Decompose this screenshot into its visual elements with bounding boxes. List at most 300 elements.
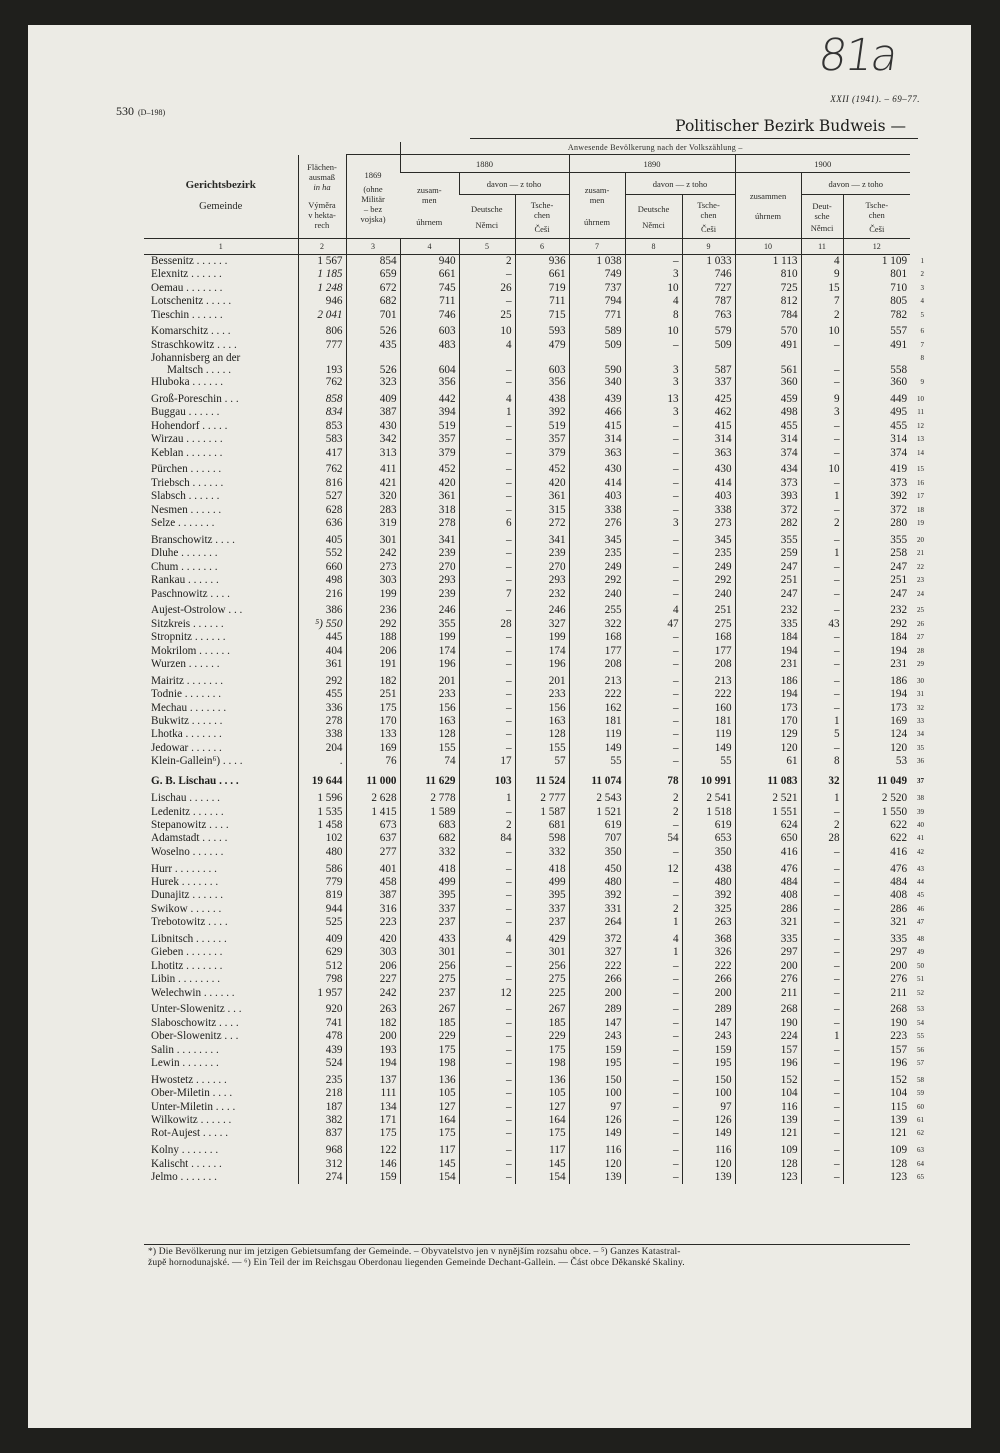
cell-z1880: 246: [400, 604, 459, 617]
cell-c1880: 327: [515, 618, 569, 631]
cell-z1900: 373: [735, 477, 801, 490]
cell-area: 235: [298, 1074, 346, 1087]
municipality-name: Stepanowitz . . . .: [151, 818, 229, 831]
cell-y1869: 323: [346, 376, 400, 389]
cell-area: 1 567: [298, 255, 346, 269]
table-row: [144, 658, 910, 671]
cell-z1890: 327: [569, 946, 625, 959]
cell-c1900: 258 21: [843, 547, 910, 560]
cell-z1880: 711: [400, 295, 459, 308]
cell-c1900: 1 109 1: [843, 255, 910, 269]
cell-y1869: 1 415: [346, 806, 400, 819]
cell-c1880: 199: [515, 631, 569, 644]
table-row: [144, 1003, 910, 1016]
cell-z1880: 337: [400, 903, 459, 916]
cell-z1890: 480: [569, 876, 625, 889]
cell-area: 762: [298, 376, 346, 389]
table-row: [144, 755, 910, 768]
cell-c1900: 139 61: [843, 1114, 910, 1127]
cell-c1900: 292 26: [843, 618, 910, 631]
cell-c1890: 195: [682, 1057, 735, 1070]
cell-area: 445: [298, 631, 346, 644]
cell-c1880: 164: [515, 1114, 569, 1127]
cell-y1869: 159: [346, 1171, 400, 1184]
cell-d1880: –: [459, 688, 515, 701]
cell-y1869: 169: [346, 742, 400, 755]
cell-z1880: 661: [400, 268, 459, 281]
row-number: 62: [917, 1129, 925, 1138]
row-number: 27: [917, 633, 925, 642]
table-row: [144, 352, 910, 376]
cell-z1880: 199: [400, 631, 459, 644]
municipality-name: Dunajitz . . . . . .: [151, 889, 224, 902]
volume-reference: XXII (1941). – 69–77.: [830, 94, 920, 104]
cell-d1880: –: [459, 916, 515, 929]
row-number: 47: [917, 918, 925, 927]
cell-area: 779: [298, 876, 346, 889]
cell-z1880: 452: [400, 463, 459, 476]
cell-z1900: 335: [735, 618, 801, 631]
cell-d1890: 1: [625, 916, 682, 929]
cell-d1890: 1: [625, 946, 682, 959]
cell-z1880: 256: [400, 960, 459, 973]
cell-c1880: 201: [515, 675, 569, 688]
cell-c1900: 374 14: [843, 447, 910, 460]
cell-d1880: –: [459, 1087, 515, 1100]
cell-c1880: 332: [515, 846, 569, 859]
cell-c1890: 363: [682, 447, 735, 460]
cell-d1900: –: [801, 561, 843, 574]
cell-d1890: –: [625, 588, 682, 601]
row-number: 65: [917, 1173, 925, 1182]
municipality-name: Paschnowitz . . . .: [151, 587, 230, 600]
cell-area: 187: [298, 1101, 346, 1114]
cell-d1900: –: [801, 1127, 843, 1140]
municipality-name: Aujest-Ostrolow . . .: [151, 604, 243, 617]
cell-d1880: 4: [459, 933, 515, 946]
cell-c1890: 787: [682, 295, 735, 308]
table-row: [144, 393, 910, 406]
cell-z1890: 392: [569, 889, 625, 902]
cell-c1890: 100: [682, 1087, 735, 1100]
cell-z1880: 683: [400, 819, 459, 832]
cell-d1890: –: [625, 561, 682, 574]
header-tschechen-1900: Tsche- chen Češi: [843, 195, 910, 239]
header-1880: 1880: [400, 155, 569, 173]
cell-area: 338: [298, 728, 346, 741]
cell-c1890: 345: [682, 534, 735, 547]
table-row: [144, 916, 910, 929]
cell-z1890: 403: [569, 490, 625, 503]
column-number: 8: [625, 239, 682, 255]
cell-y1869: 171: [346, 1114, 400, 1127]
cell-y1869: 133: [346, 728, 400, 741]
cell-d1900: –: [801, 1114, 843, 1127]
row-number: 49: [917, 948, 925, 957]
cell-d1900: –: [801, 863, 843, 876]
header-flaeche: Flächen- ausmaß in ha Výměra v hekta- rech: [298, 155, 346, 239]
cell-area: 777: [298, 339, 346, 352]
row-number: 41: [917, 834, 925, 843]
cell-z1890: 589: [569, 325, 625, 338]
cell-z1880: 433: [400, 933, 459, 946]
cell-y1869: 303: [346, 574, 400, 587]
table-row: [144, 1087, 910, 1100]
cell-c1880: 681: [515, 819, 569, 832]
cell-area: 762: [298, 463, 346, 476]
row-number: 22: [917, 562, 925, 571]
cell-d1880: –: [459, 728, 515, 741]
cell-z1900: 224: [735, 1030, 801, 1043]
row-number: 61: [917, 1116, 925, 1125]
municipality-name: Unter-Miletin . . . .: [151, 1100, 236, 1113]
cell-c1890: 222: [682, 960, 735, 973]
cell-c1900: 169 33: [843, 715, 910, 728]
cell-c1890: 273: [682, 517, 735, 530]
column-number: 10: [735, 239, 801, 255]
cell-z1890: 314: [569, 433, 625, 446]
cell-d1890: 3: [625, 376, 682, 389]
cell-z1900: 1 551: [735, 806, 801, 819]
cell-c1880: 233: [515, 688, 569, 701]
cell-z1880: 341: [400, 534, 459, 547]
cell-d1890: 3: [625, 517, 682, 530]
table-row: [144, 1057, 910, 1070]
cell-area: 858: [298, 393, 346, 406]
cell-c1890: 392: [682, 889, 735, 902]
row-number: 30: [917, 676, 925, 685]
cell-y1869: 659: [346, 268, 400, 281]
cell-d1900: –: [801, 534, 843, 547]
cell-c1900: 194 31: [843, 688, 910, 701]
cell-c1890: 1 033: [682, 255, 735, 269]
cell-d1890: –: [625, 339, 682, 352]
cell-d1880: –: [459, 447, 515, 460]
table-row: [144, 618, 910, 631]
cell-area: 409: [298, 933, 346, 946]
cell-y1869: 206: [346, 645, 400, 658]
cell-z1890: 139: [569, 1171, 625, 1184]
cell-z1880: 519: [400, 420, 459, 433]
cell-c1880: 270: [515, 561, 569, 574]
cell-z1890: 264: [569, 916, 625, 929]
cell-c1890: 222: [682, 688, 735, 701]
cell-d1890: –: [625, 876, 682, 889]
cell-z1880: 2 778: [400, 792, 459, 805]
cell-c1880: 395: [515, 889, 569, 902]
row-number: 36: [917, 757, 925, 766]
cell-z1900: 321: [735, 916, 801, 929]
cell-z1890: 149: [569, 742, 625, 755]
cell-c1890: 338: [682, 504, 735, 517]
cell-c1900: 392 17: [843, 490, 910, 503]
cell-y1869: 137: [346, 1074, 400, 1087]
cell-c1900: 321 47: [843, 916, 910, 929]
cell-z1890: 147: [569, 1017, 625, 1030]
cell-z1890: 509: [569, 339, 625, 352]
row-number: 63: [917, 1146, 925, 1155]
cell-area: 1 535: [298, 806, 346, 819]
cell-z1880: 301: [400, 946, 459, 959]
cell-z1880: 746: [400, 309, 459, 322]
header-davon-1900: davon — z toho: [801, 173, 910, 195]
municipality-name: Unter-Slowenitz . . .: [151, 1003, 242, 1016]
row-number: 15: [917, 465, 925, 474]
row-number: 55: [917, 1032, 925, 1041]
cell-c1900: 355 20: [843, 534, 910, 547]
table-row: [144, 889, 910, 902]
cell-z1890: 126: [569, 1114, 625, 1127]
cell-d1890: –: [625, 675, 682, 688]
cell-d1880: 25: [459, 309, 515, 322]
cell-c1880: 117: [515, 1144, 569, 1157]
cell-d1890: –: [625, 755, 682, 768]
cell-z1890: 345: [569, 534, 625, 547]
cell-c1900: 109 63: [843, 1144, 910, 1157]
cell-z1880: 394: [400, 406, 459, 419]
cell-z1880: 332: [400, 846, 459, 859]
cell-c1900: 123 65: [843, 1171, 910, 1184]
cell-y1869: 242: [346, 547, 400, 560]
page-title: Politischer Bezirk Budweis —: [675, 117, 906, 135]
cell-c1880: 175: [515, 1044, 569, 1057]
cell-area: 19 644: [298, 775, 346, 788]
cell-c1890: 235: [682, 547, 735, 560]
cell-c1880: 519: [515, 420, 569, 433]
municipality-name: Jedowar . . . . . .: [151, 741, 222, 754]
column-number: 6: [515, 239, 569, 255]
cell-d1880: 12: [459, 987, 515, 1000]
cell-z1890: 439: [569, 393, 625, 406]
table-row: [144, 490, 910, 503]
row-number: 38: [917, 794, 925, 803]
cell-z1890: 590: [569, 352, 625, 376]
column-number: 3: [346, 239, 400, 255]
cell-c1890: 480: [682, 876, 735, 889]
cell-d1900: –: [801, 1003, 843, 1016]
cell-area: 741: [298, 1017, 346, 1030]
cell-c1890: 168: [682, 631, 735, 644]
cell-c1880: 392: [515, 406, 569, 419]
cell-z1890: 150: [569, 1074, 625, 1087]
cell-c1880: 127: [515, 1101, 569, 1114]
cell-c1890: 415: [682, 420, 735, 433]
cell-c1900: 455 12: [843, 420, 910, 433]
cell-z1890: 619: [569, 819, 625, 832]
row-number: 34: [917, 730, 925, 739]
cell-d1890: –: [625, 819, 682, 832]
header-davon-1890: davon — z toho: [625, 173, 735, 195]
cell-area: 1 185: [298, 268, 346, 281]
cell-d1890: –: [625, 631, 682, 644]
cell-c1890: 55: [682, 755, 735, 768]
cell-y1869: 206: [346, 960, 400, 973]
table-row: [144, 1158, 910, 1171]
cell-d1900: –: [801, 477, 843, 490]
cell-c1880: 256: [515, 960, 569, 973]
cell-d1880: 4: [459, 339, 515, 352]
cell-z1880: 278: [400, 517, 459, 530]
cell-c1880: 2 777: [515, 792, 569, 805]
cell-d1890: –: [625, 1101, 682, 1114]
cell-d1890: –: [625, 1044, 682, 1057]
cell-z1900: 416: [735, 846, 801, 859]
cell-d1880: –: [459, 547, 515, 560]
table-row: [144, 1114, 910, 1127]
column-number: 5: [459, 239, 515, 255]
table-row: [144, 1044, 910, 1057]
row-number: 35: [917, 743, 925, 752]
cell-c1890: 266: [682, 973, 735, 986]
cell-y1869: 111: [346, 1087, 400, 1100]
cell-z1880: 682: [400, 832, 459, 845]
cell-z1890: 338: [569, 504, 625, 517]
cell-area: 455: [298, 688, 346, 701]
cell-c1890: 289: [682, 1003, 735, 1016]
table-row: [144, 406, 910, 419]
cell-z1900: 374: [735, 447, 801, 460]
row-number: 24: [917, 589, 925, 598]
cell-area: 944: [298, 903, 346, 916]
row-number: 58: [917, 1075, 925, 1084]
cell-area: 1 458: [298, 819, 346, 832]
header-tschechen-1890: Tsche- chen Češi: [682, 195, 735, 239]
cell-c1900: 186 30: [843, 675, 910, 688]
cell-z1890: 177: [569, 645, 625, 658]
cell-z1900: 247: [735, 588, 801, 601]
column-number: 1: [144, 239, 298, 255]
cell-c1900: 115 60: [843, 1101, 910, 1114]
table-row: [144, 631, 910, 644]
page-number: 530 (D–198): [116, 104, 166, 118]
cell-z1900: 297: [735, 946, 801, 959]
cell-z1890: 415: [569, 420, 625, 433]
cell-z1890: 2 543: [569, 792, 625, 805]
cell-y1869: 411: [346, 463, 400, 476]
cell-c1890: 139: [682, 1171, 735, 1184]
row-number: 39: [917, 807, 925, 816]
table-row: [144, 863, 910, 876]
cell-d1880: 7: [459, 588, 515, 601]
row-number: 40: [917, 820, 925, 829]
cell-c1890: 160: [682, 702, 735, 715]
cell-z1890: 97: [569, 1101, 625, 1114]
cell-c1890: 403: [682, 490, 735, 503]
cell-d1880: –: [459, 846, 515, 859]
cell-c1890: 240: [682, 588, 735, 601]
row-number: 52: [917, 988, 925, 997]
cell-z1890: 363: [569, 447, 625, 460]
cell-c1880: 420: [515, 477, 569, 490]
cell-d1880: –: [459, 504, 515, 517]
municipality-name: Lhotitz . . . . . . .: [151, 959, 223, 972]
row-number: 2: [920, 270, 925, 279]
cell-c1890: 438: [682, 863, 735, 876]
row-number: 14: [917, 448, 925, 457]
cell-area: 527: [298, 490, 346, 503]
cell-d1880: 2: [459, 255, 515, 269]
municipality-name: Ober-Miletin . . . .: [151, 1087, 233, 1100]
cell-area: 552: [298, 547, 346, 560]
municipality-name: Wilkowitz . . . . . .: [151, 1114, 232, 1127]
cell-y1869: 420: [346, 933, 400, 946]
cell-c1880: 661: [515, 268, 569, 281]
table-row: [144, 268, 910, 281]
cell-c1880: 237: [515, 916, 569, 929]
municipality-name: Buggau . . . . . .: [151, 406, 220, 419]
municipality-name: Slaboschowitz . . . .: [151, 1016, 239, 1029]
cell-d1880: –: [459, 534, 515, 547]
table-row: [144, 702, 910, 715]
municipality-name: Komarschitz . . . .: [151, 325, 231, 338]
cell-z1880: 164: [400, 1114, 459, 1127]
cell-z1880: 267: [400, 1003, 459, 1016]
cell-z1880: 604: [400, 352, 459, 376]
municipality-name: Ledenitz . . . . . .: [151, 805, 224, 818]
cell-z1900: 286: [735, 903, 801, 916]
cell-z1890: 340: [569, 376, 625, 389]
cell-c1890: 208: [682, 658, 735, 671]
municipality-name: Hluboka . . . . . .: [151, 376, 224, 389]
cell-d1900: –: [801, 1144, 843, 1157]
cell-z1900: 186: [735, 675, 801, 688]
cell-y1869: 303: [346, 946, 400, 959]
cell-d1900: –: [801, 702, 843, 715]
cell-z1880: 239: [400, 547, 459, 560]
municipality-name: Swikow . . . . . .: [151, 902, 222, 915]
cell-d1890: –: [625, 1074, 682, 1087]
cell-c1880: 185: [515, 1017, 569, 1030]
cell-d1900: –: [801, 675, 843, 688]
cell-d1900: 1: [801, 1030, 843, 1043]
cell-d1900: 2: [801, 517, 843, 530]
cell-c1890: 10 991: [682, 775, 735, 788]
cell-d1880: 1: [459, 406, 515, 419]
cell-c1890: 587: [682, 352, 735, 376]
cell-d1900: 9: [801, 268, 843, 281]
cell-d1900: 10: [801, 325, 843, 338]
table-row: [144, 1171, 910, 1184]
table-row: [144, 561, 910, 574]
row-number: 44: [917, 877, 925, 886]
cell-c1890: 120: [682, 1158, 735, 1171]
row-number: 50: [917, 961, 925, 970]
cell-z1900: 314: [735, 433, 801, 446]
municipality-name: Libnitsch . . . . . .: [151, 932, 227, 945]
cell-area: 1 957: [298, 987, 346, 1000]
table-row: [144, 960, 910, 973]
cell-d1890: –: [625, 960, 682, 973]
cell-z1900: 104: [735, 1087, 801, 1100]
cell-z1900: 173: [735, 702, 801, 715]
cell-d1900: 2: [801, 309, 843, 322]
row-number: 28: [917, 646, 925, 655]
cell-area: 629: [298, 946, 346, 959]
cell-c1900: 416 42: [843, 846, 910, 859]
cell-area: 834: [298, 406, 346, 419]
cell-y1869: 301: [346, 534, 400, 547]
cell-d1900: 43: [801, 618, 843, 631]
row-number: 12: [917, 421, 925, 430]
municipality-name: Chum . . . . . . .: [151, 560, 218, 573]
cell-d1900: 9: [801, 393, 843, 406]
cell-area: 361: [298, 658, 346, 671]
municipality-name: Hohendorf . . . . .: [151, 419, 228, 432]
row-number: 13: [917, 435, 925, 444]
cell-d1880: –: [459, 376, 515, 389]
cell-area: 816: [298, 477, 346, 490]
municipality-name: Lhotka . . . . . . .: [151, 728, 222, 741]
